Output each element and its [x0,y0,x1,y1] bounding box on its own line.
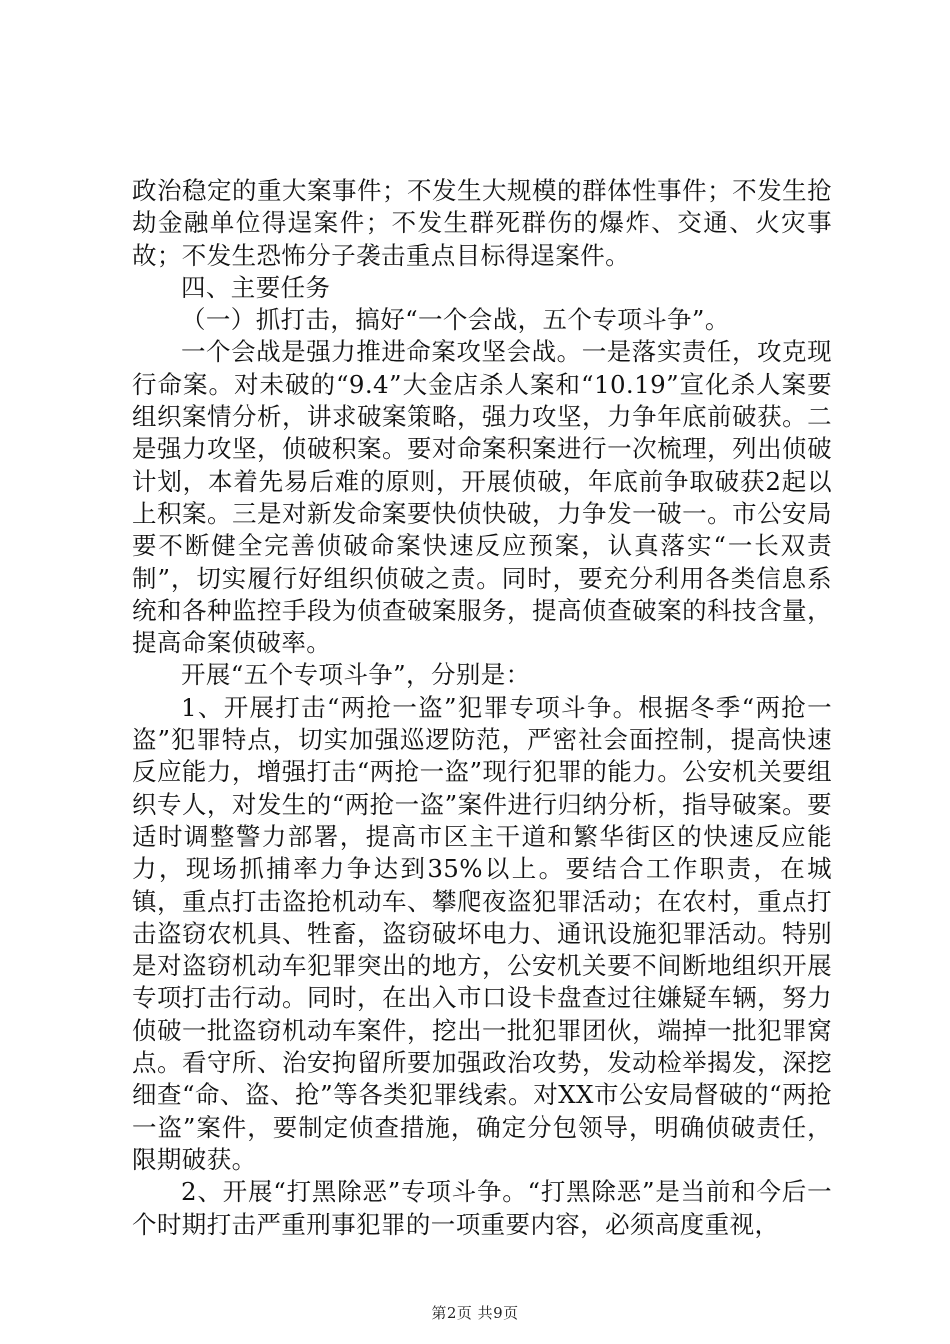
subsection-heading: （一）抓打击，搞好“一个会战，五个专项斗争”。 [181,305,730,335]
page-footer: 第2页 共9页 [431,1304,519,1322]
paragraph-continuation: 政治稳定的重大案事件；不发生大规模的群体性事件；不发生抢劫金融单位得逞案件；不发生群死群伤的爆炸、交通、火灾事故；不发生恐怖分子袭击重点目标得逞案件。 [132,176,832,270]
document-body [132,175,832,1241]
paragraph-item-1: 1、开展打击“两抢一盗”犯罪专项斗争。根据冬季“两抢一盗”犯罪特点，切实加强巡逻防范，严密社会面控制，提高快速反应能力，增强打击“两抢一盗”现行犯罪的能力。公安机关要组织专人，对发生的“两抢一盗”案件进行归纳分析，指导破案。要适时调整警力部署，提高市区主干道和繁华街区的快速反应能力，现场抓捕率力争达到35%以上。要结合工作职责，在城镇，重点打击盗抢机动车、攀爬夜盗犯罪活动；在农村，重点打击盗窃农机具、牲畜，盗窃破坏电力、通讯设施犯罪活动。特别是对盗窃机动车犯罪突出的地方，公安机关要不间断地组织开展专项打击行动。同时，在出入市口设卡盘查过往嫌疑车辆，努力侦破一批盗窃机动车案件，挖出一批犯罪团伙，端掉一批犯罪窝点。看守所、治安拘留所要加强政治攻势，发动检举揭发，深挖细查“命、盗、抢”等各类犯罪线索。对XX市公安局督破的“两抢一盗”案件，要制定侦查措施，确定分包领导，明确侦破责任，限期破获。 [132,692,832,1174]
paragraph-five-struggles: 开展“五个专项斗争”，分别是： [181,660,531,690]
paragraph-item-2: 2、开展“打黑除恶”专项斗争。“打黑除恶”是当前和今后一个时期打击严重刑事犯罪的一项重要内容，必须高度重视， [132,1177,832,1239]
section-heading: 四、主要任务 [181,272,331,302]
paragraph-campaign: 一个会战是强力推进命案攻坚会战。一是落实责任，攻克现行命案。对未破的“9.4”大金店杀人案和“10.19”宣化杀人案要组织案情分析，讲求破案策略，强力攻坚，力争年底前破获。二是强力攻坚，侦破积案。要对命案积案进行一次梳理，列出侦破计划，本着先易后难的原则，开展侦破，年底前争取破获2起以上积案。三是对新发命案要快侦快破，力争发一破一。市公安局要不断健全完善侦破命案快速反应预案，认真落实“一长双责制”，切实履行好组织侦破之责。同时，要充分利用各类信息系统和各种监控手段为侦查破案服务，提高侦查破案的科技含量，提高命案侦破率。 [132,337,832,658]
